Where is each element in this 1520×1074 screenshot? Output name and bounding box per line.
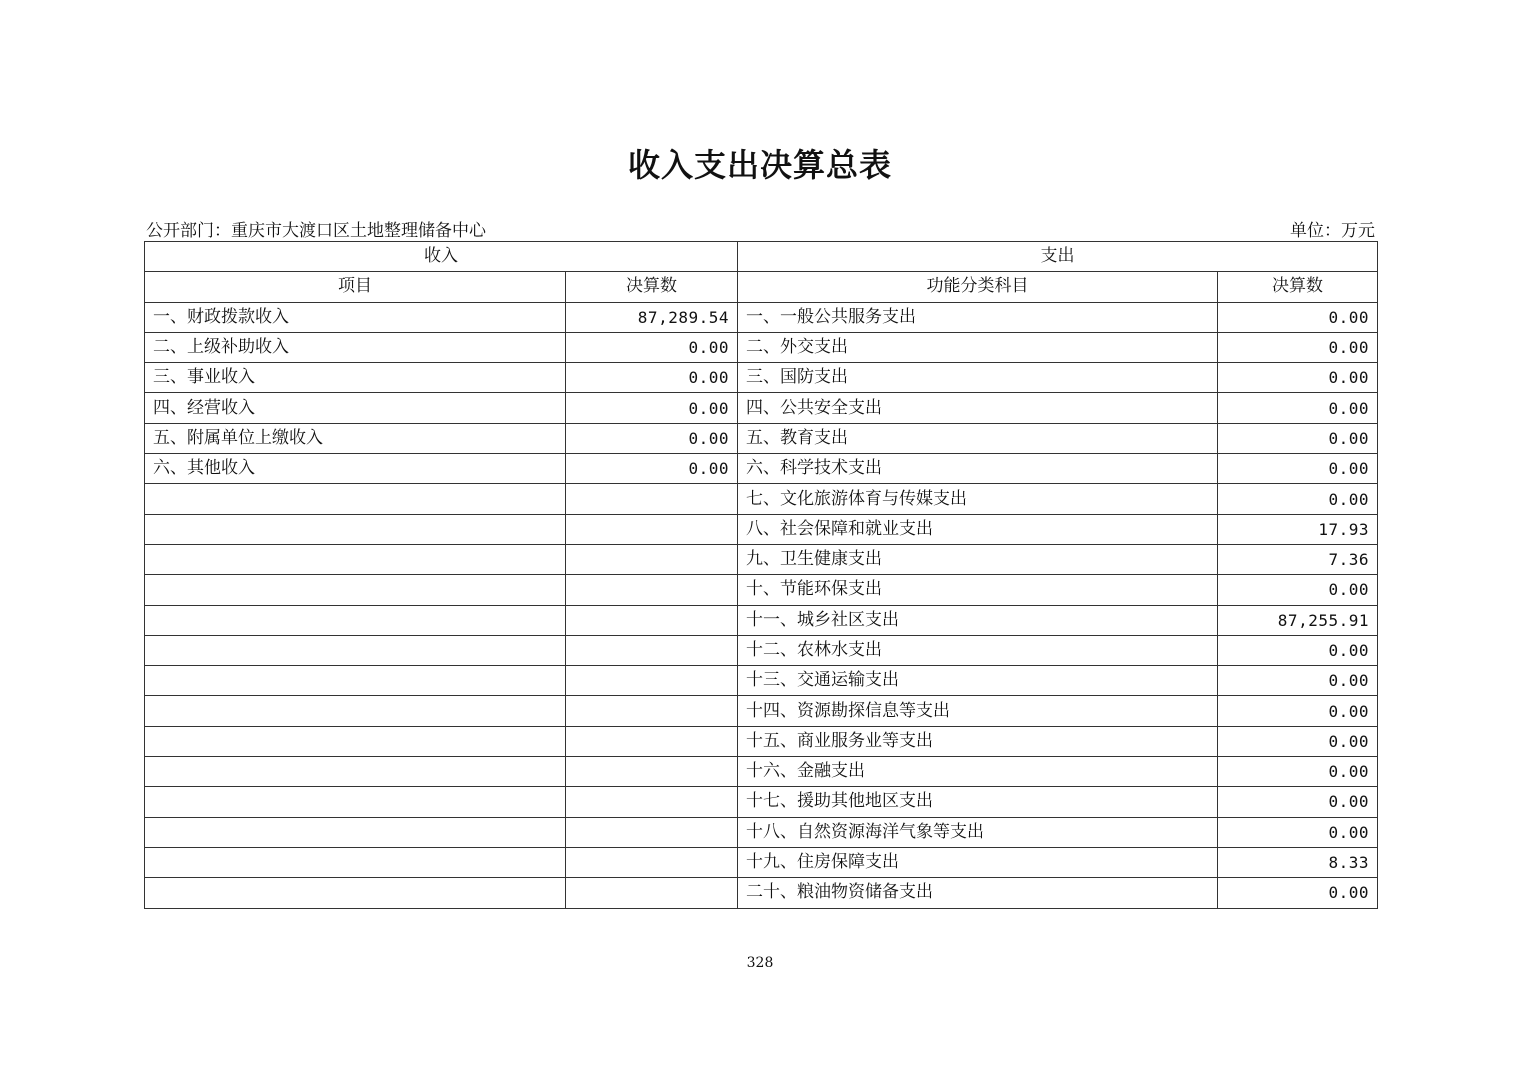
income-value-cell [566, 635, 738, 665]
table-row [145, 666, 1378, 696]
income-item-cell [145, 847, 566, 877]
income-item-cell [145, 484, 566, 514]
expense-item-cell: 十六、金融支出 [738, 757, 1218, 787]
table-row [145, 484, 1378, 514]
page-number: 328 [746, 955, 774, 971]
table-row [145, 544, 1378, 574]
income-value-cell [566, 605, 738, 635]
expense-value-cell: 8.33 [1218, 847, 1378, 877]
income-item-cell [145, 666, 566, 696]
item-column-header: 项目 [145, 272, 566, 302]
income-value-cell: 0.00 [566, 423, 738, 453]
table-row [145, 514, 1378, 544]
income-item-cell [145, 757, 566, 787]
table-row [145, 605, 1378, 635]
expense-value-cell: 0.00 [1218, 423, 1378, 453]
income-item-cell: 三、事业收入 [145, 363, 566, 393]
expense-value-cell: 0.00 [1218, 817, 1378, 847]
amount-column-header: 决算数 [566, 272, 738, 302]
unit-label: 单位：万元 [1290, 221, 1375, 241]
expense-item-cell: 三、国防支出 [738, 363, 1218, 393]
expense-item-cell: 五、教育支出 [738, 423, 1218, 453]
column-header-row [145, 272, 1378, 302]
income-item-cell: 四、经营收入 [145, 393, 566, 423]
table-row [145, 726, 1378, 756]
expense-item-cell: 九、卫生健康支出 [738, 544, 1218, 574]
page-title: 收入支出决算总表 [627, 146, 892, 184]
income-header: 收入 [145, 242, 738, 272]
income-item-cell [145, 696, 566, 726]
expense-item-cell: 十一、城乡社区支出 [738, 605, 1218, 635]
expense-header: 支出 [738, 242, 1378, 272]
expense-item-cell: 十四、资源勘探信息等支出 [738, 696, 1218, 726]
expense-item-cell: 八、社会保障和就业支出 [738, 514, 1218, 544]
meta-row [144, 214, 1377, 240]
expense-item-cell: 十七、援助其他地区支出 [738, 787, 1218, 817]
income-item-cell [145, 878, 566, 908]
expense-value-cell: 0.00 [1218, 332, 1378, 362]
expense-item-cell: 十、节能环保支出 [738, 575, 1218, 605]
table-row [145, 454, 1378, 484]
income-value-cell: 0.00 [566, 454, 738, 484]
expense-item-cell: 二、外交支出 [738, 332, 1218, 362]
income-value-cell [566, 817, 738, 847]
expense-value-cell: 0.00 [1218, 757, 1378, 787]
income-item-cell [145, 787, 566, 817]
expense-item-cell: 六、科学技术支出 [738, 454, 1218, 484]
group-header-row [145, 242, 1378, 272]
expense-value-cell: 0.00 [1218, 302, 1378, 332]
expense-value-cell: 17.93 [1218, 514, 1378, 544]
expense-value-cell: 0.00 [1218, 363, 1378, 393]
expense-value-cell: 7.36 [1218, 544, 1378, 574]
category-column-header: 功能分类科目 [738, 272, 1218, 302]
income-value-cell [566, 847, 738, 877]
income-value-cell [566, 726, 738, 756]
table-row [145, 847, 1378, 877]
income-item-cell [145, 575, 566, 605]
expense-value-cell: 0.00 [1218, 575, 1378, 605]
table-row [145, 878, 1378, 908]
income-item-cell: 二、上级补助收入 [145, 332, 566, 362]
expense-value-cell: 0.00 [1218, 726, 1378, 756]
expense-value-cell: 0.00 [1218, 787, 1378, 817]
expense-value-cell: 0.00 [1218, 635, 1378, 665]
table-row [145, 423, 1378, 453]
table-row [145, 332, 1378, 362]
income-item-cell [145, 514, 566, 544]
income-value-cell [566, 787, 738, 817]
expense-value-cell: 0.00 [1218, 666, 1378, 696]
amount2-column-header: 决算数 [1218, 272, 1378, 302]
table-row [145, 817, 1378, 847]
expense-value-cell: 0.00 [1218, 696, 1378, 726]
expense-item-cell: 一、一般公共服务支出 [738, 302, 1218, 332]
expense-item-cell: 四、公共安全支出 [738, 393, 1218, 423]
income-item-cell [145, 544, 566, 574]
table-row [145, 302, 1378, 332]
income-value-cell [566, 544, 738, 574]
income-value-cell [566, 575, 738, 605]
income-expense-table [144, 241, 1378, 909]
income-item-cell [145, 726, 566, 756]
income-item-cell [145, 605, 566, 635]
income-value-cell [566, 757, 738, 787]
table-row [145, 363, 1378, 393]
income-item-cell [145, 635, 566, 665]
table-row [145, 787, 1378, 817]
income-item-cell: 五、附属单位上缴收入 [145, 423, 566, 453]
expense-value-cell: 0.00 [1218, 393, 1378, 423]
income-value-cell [566, 514, 738, 544]
income-value-cell [566, 484, 738, 514]
expense-value-cell: 87,255.91 [1218, 605, 1378, 635]
table-row [145, 757, 1378, 787]
expense-item-cell: 十二、农林水支出 [738, 635, 1218, 665]
department-label: 公开部门：重庆市大渡口区土地整理储备中心 [146, 221, 486, 241]
table-row [145, 575, 1378, 605]
expense-value-cell: 0.00 [1218, 484, 1378, 514]
income-value-cell [566, 878, 738, 908]
table-body [145, 302, 1378, 908]
income-value-cell [566, 666, 738, 696]
income-value-cell [566, 696, 738, 726]
expense-item-cell: 二十、粮油物资储备支出 [738, 878, 1218, 908]
expense-item-cell: 十八、自然资源海洋气象等支出 [738, 817, 1218, 847]
expense-item-cell: 七、文化旅游体育与传媒支出 [738, 484, 1218, 514]
expense-item-cell: 十三、交通运输支出 [738, 666, 1218, 696]
table-row [145, 696, 1378, 726]
income-value-cell: 87,289.54 [566, 302, 738, 332]
income-item-cell [145, 817, 566, 847]
income-value-cell: 0.00 [566, 393, 738, 423]
income-value-cell: 0.00 [566, 363, 738, 393]
expense-value-cell: 0.00 [1218, 878, 1378, 908]
expense-item-cell: 十九、住房保障支出 [738, 847, 1218, 877]
income-item-cell: 六、其他收入 [145, 454, 566, 484]
table-row [145, 393, 1378, 423]
income-value-cell: 0.00 [566, 332, 738, 362]
expense-value-cell: 0.00 [1218, 454, 1378, 484]
income-item-cell: 一、财政拨款收入 [145, 302, 566, 332]
table-row [145, 635, 1378, 665]
expense-item-cell: 十五、商业服务业等支出 [738, 726, 1218, 756]
